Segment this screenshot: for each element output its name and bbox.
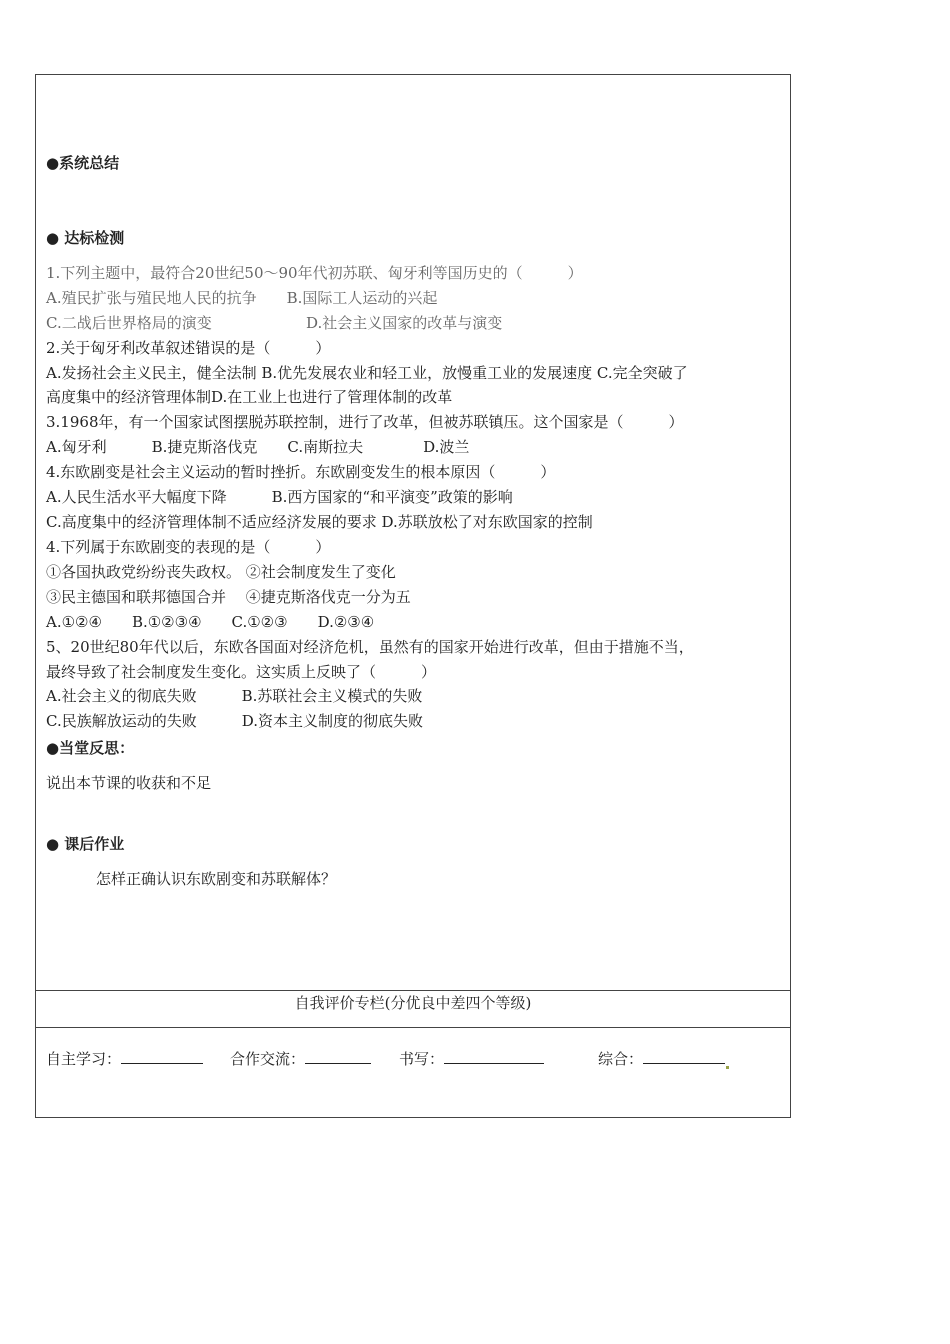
question-1: 1.下列主题中，最符合20世纪50～90年代初苏联、匈牙利等国历史的（ ） [46, 264, 583, 282]
divider [36, 990, 790, 991]
question-4b-options: A.①②④ B.①②③④ C.①②③ D.②③④ [46, 613, 375, 631]
eval-cooperation-blank[interactable] [305, 1049, 371, 1064]
eval-self-study-label: 自主学习： [46, 1050, 122, 1068]
eval-self-study [46, 1049, 203, 1069]
eval-writing-blank[interactable] [444, 1049, 544, 1064]
worksheet-frame [35, 74, 791, 1118]
question-5-line-1: 5、20世纪80年代以后，东欧各国面对经济危机，虽然有的国家开始进行改革，但由于措施不当， [46, 638, 694, 656]
eval-self-study-blank[interactable] [121, 1049, 203, 1064]
evaluation-title: 自我评价专栏(分优良中差四个等级) [294, 994, 532, 1012]
question-5-line-2: 最终导致了社会制度发生变化。这实质上反映了（ ） [46, 663, 437, 681]
question-1-options-ab: A.殖民扩张与殖民地人民的抗争 B.国际工人运动的兴起 [46, 289, 438, 307]
question-5-options-cd: C.民族解放运动的失败 D.资本主义制度的彻底失败 [46, 712, 423, 730]
eval-overall [598, 1049, 730, 1069]
section-summary-heading: ●系统总结 [46, 154, 120, 172]
question-4-options-ab: A.人民生活水平大幅度下降 B.西方国家的“和平演变”政策的影响 [46, 488, 513, 506]
question-4b-items-3-4: ③民主德国和联邦德国合并 ④捷克斯洛伐克一分为五 [46, 588, 411, 606]
question-4b-items-1-2: ①各国执政党纷纷丧失政权。 ②社会制度发生了变化 [46, 563, 396, 581]
question-4b: 4.下列属于东欧剧变的表现的是（ ） [46, 538, 331, 556]
question-3: 3.1968年，有一个国家试图摆脱苏联控制，进行了改革，但被苏联镇压。这个国家是（ ） [46, 413, 684, 431]
reflection-prompt: 说出本节课的收获和不足 [46, 774, 212, 792]
eval-writing [399, 1049, 544, 1069]
question-4: 4.东欧剧变是社会主义运动的暂时挫折。东欧剧变发生的根本原因（ ） [46, 463, 556, 481]
question-4-options-cd: C.高度集中的经济管理体制不适应经济发展的要求 D.苏联放松了对东欧国家的控制 [46, 513, 593, 531]
eval-cooperation [230, 1049, 371, 1069]
eval-cooperation-label: 合作交流： [230, 1050, 306, 1068]
question-3-options: A.匈牙利 B.捷克斯洛伐克 C.南斯拉夫 D.波兰 [46, 438, 470, 456]
question-5-options-ab: A.社会主义的彻底失败 B.苏联社会主义模式的失败 [46, 687, 423, 705]
section-test-heading: ● 达标检测 [46, 229, 125, 247]
question-1-option-d: D.社会主义国家的改革与演变 [306, 314, 503, 332]
question-2: 2.关于匈牙利改革叙述错误的是（ ） [46, 339, 331, 357]
section-reflection-heading: ●当堂反思： [46, 739, 135, 757]
question-2-options-line-1: A.发扬社会主义民主，健全法制 B.优先发展农业和轻工业，放慢重工业的发展速度 C.完全突破了 [46, 364, 688, 382]
marker-dot [726, 1066, 729, 1069]
divider [36, 1027, 790, 1028]
question-2-options-line-2: 高度集中的经济管理体制D.在工业上也进行了管理体制的改革 [46, 388, 453, 406]
homework-prompt: 怎样正确认识东欧剧变和苏联解体？ [96, 870, 337, 888]
section-homework-heading: ● 课后作业 [46, 835, 125, 853]
eval-overall-label: 综合： [598, 1050, 644, 1068]
question-1-option-c: C.二战后世界格局的演变 [46, 314, 212, 332]
eval-overall-blank[interactable] [643, 1049, 725, 1064]
eval-writing-label: 书写： [399, 1050, 445, 1068]
